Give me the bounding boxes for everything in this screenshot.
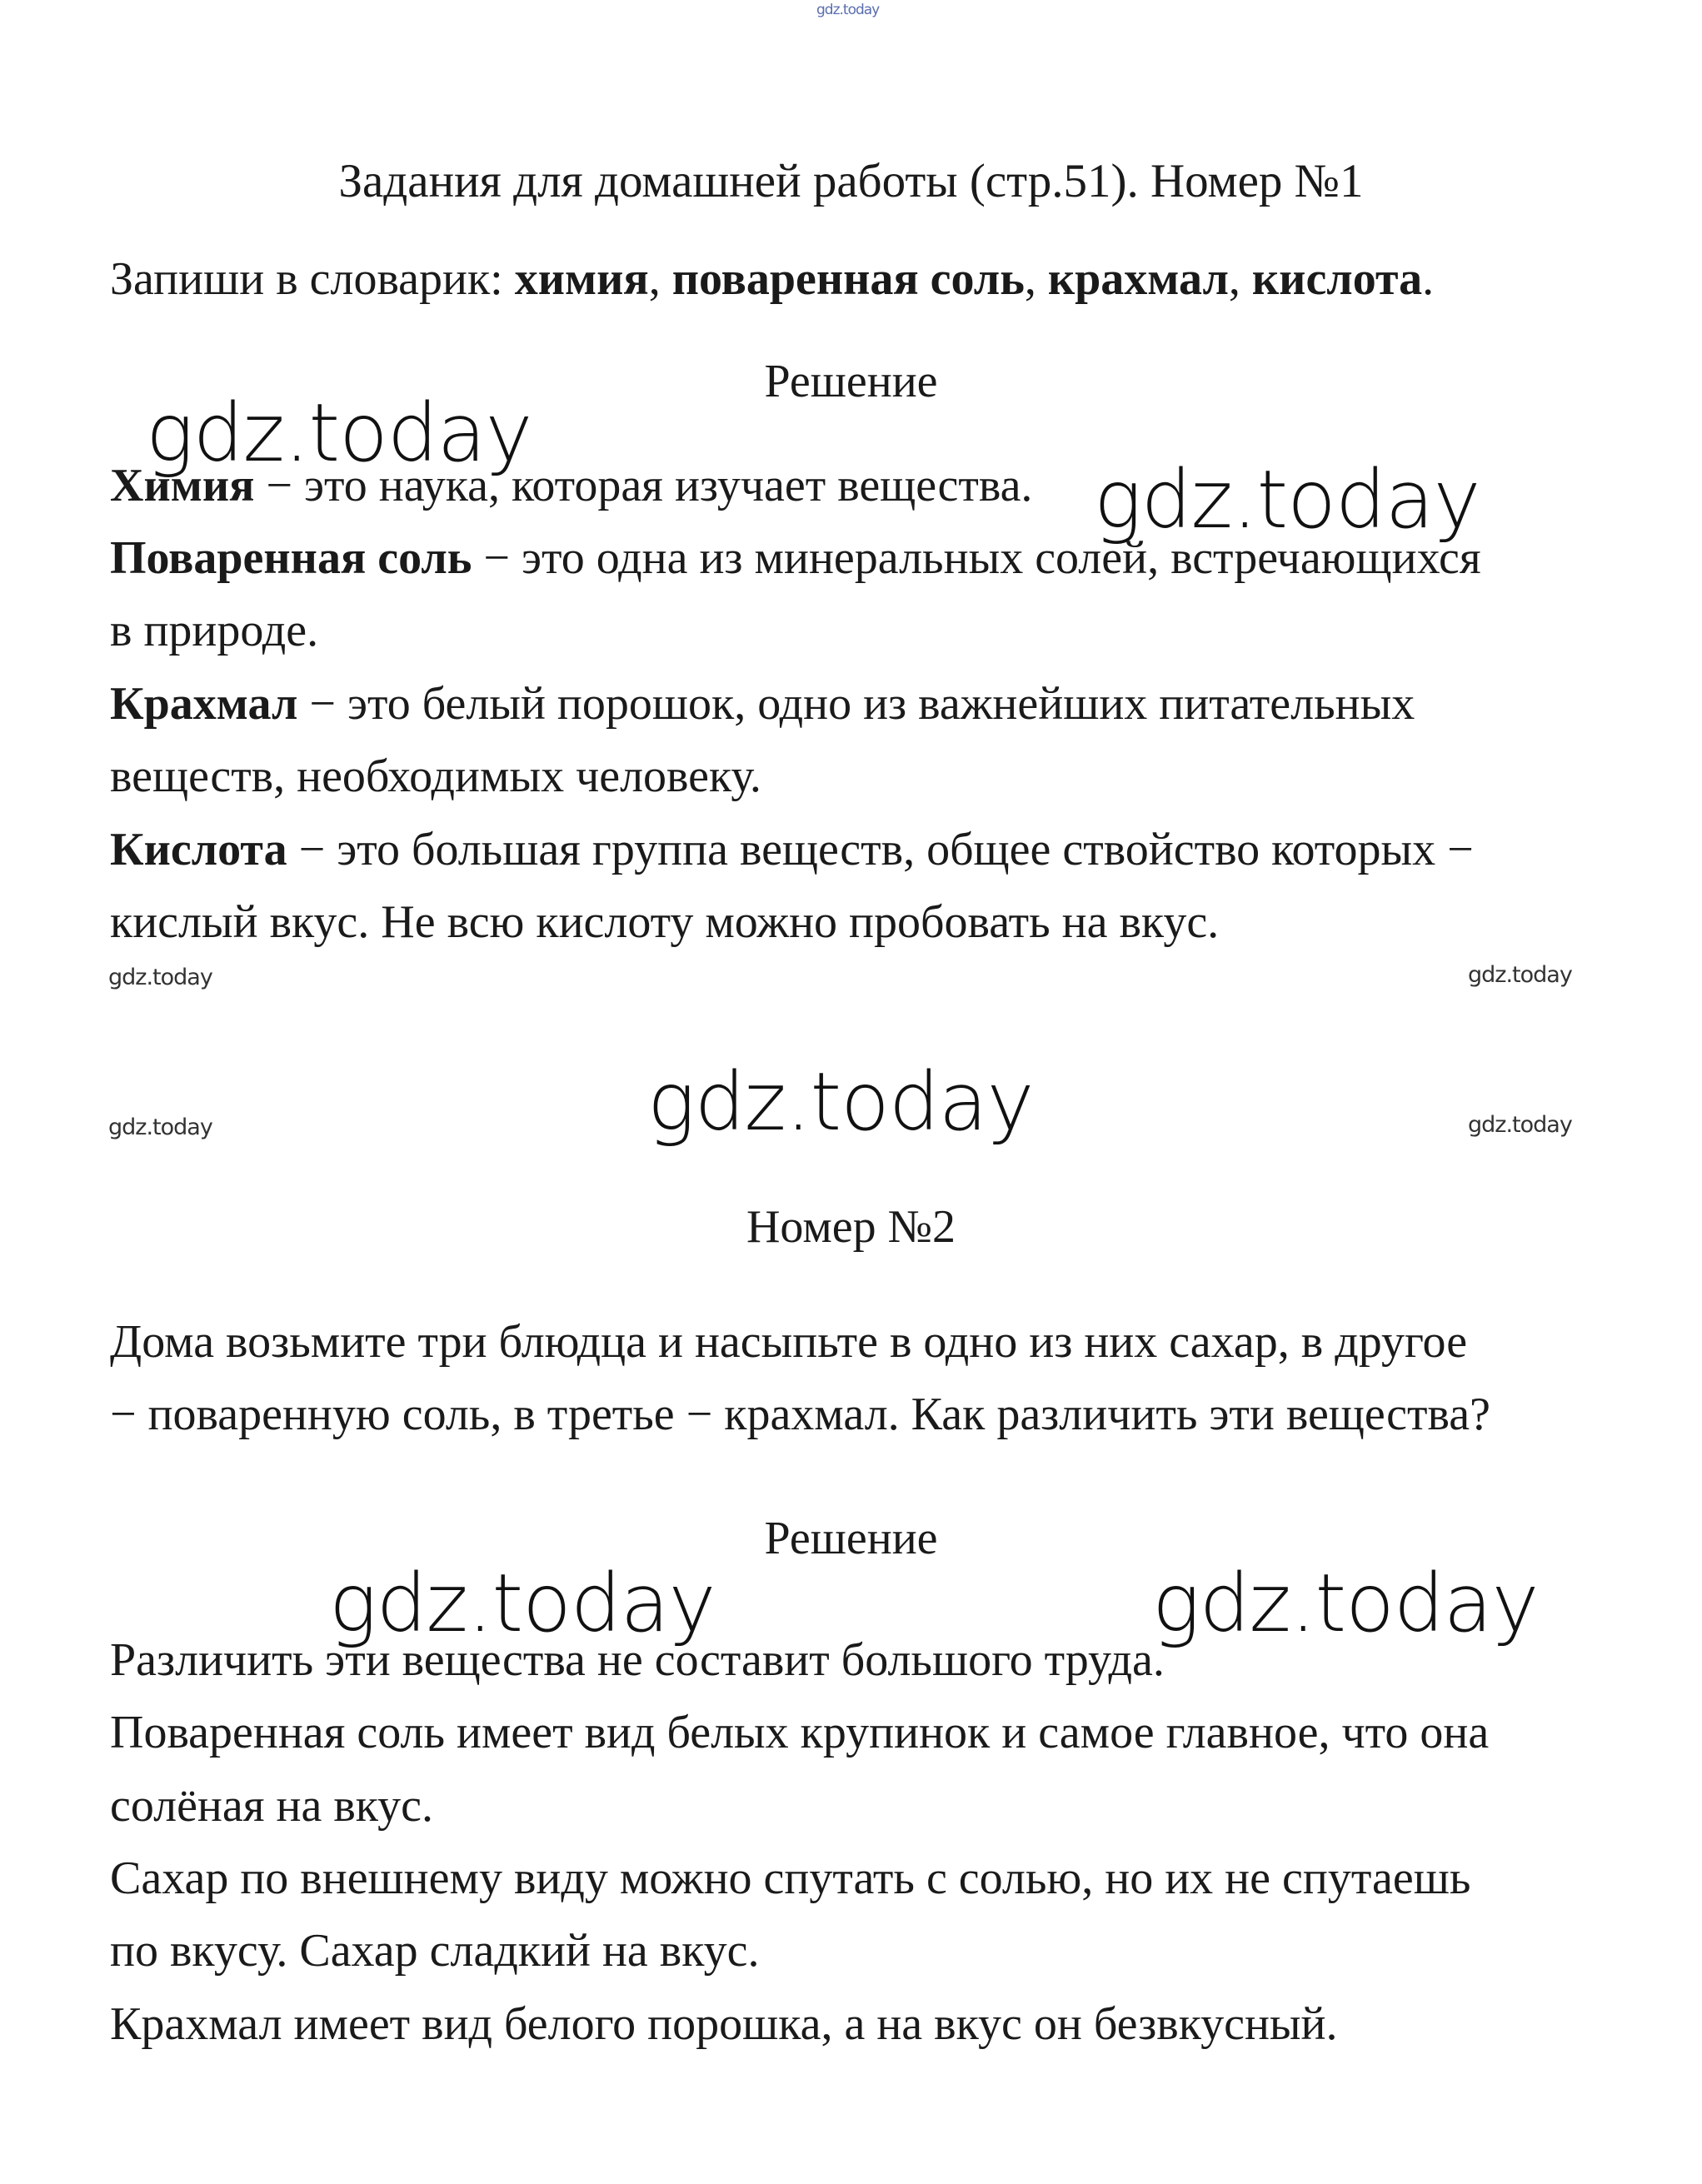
task2-question-line1: Дома возьмите три блюдца и насыпьте в одно из них сахар, в другое: [110, 1316, 1468, 1368]
task2-answer-line: по вкусу. Сахар сладкий на вкус.: [110, 1925, 760, 1977]
watermark-small: gdz.today: [1468, 962, 1572, 988]
task2-heading: Номер №2: [746, 1201, 956, 1253]
definition-term: Крахмал: [110, 678, 298, 730]
watermark-small: gdz.today: [108, 1114, 212, 1140]
definition-text: − это одна из минеральных солей, встречающихся: [472, 532, 1481, 584]
watermark-big: gdz.today: [329, 1557, 716, 1650]
definition-acid-cont: кислый вкус. Не всю кислоту можно пробовать на вкус.: [110, 896, 1220, 948]
watermark-big: gdz.today: [146, 386, 532, 480]
watermark-big: gdz.today: [1152, 1557, 1539, 1650]
task2-answer-line: Поваренная соль имеет вид белых крупинок и самое главное, что она: [110, 1707, 1490, 1758]
definition-salt: [110, 529, 1481, 587]
definition-salt-cont: в природе.: [110, 605, 319, 656]
definition-text: − это белый порошок, одно из важнейших питательных: [297, 678, 1415, 730]
task2-question-line2: − поваренную соль, в третье − крахмал. Как различить эти вещества?: [110, 1389, 1490, 1440]
task2-answer-line: Различить эти вещества не составит большого труда.: [110, 1634, 1165, 1686]
definition-text: − это наука, которая изучает вещества.: [254, 460, 1033, 511]
task1-prompt: [110, 250, 1434, 308]
watermark-big: gdz.today: [1094, 453, 1480, 546]
definition-term: Химия: [110, 460, 255, 511]
definition-term: Поваренная соль: [110, 532, 472, 584]
prompt-prefix: Запиши в словарик:: [110, 253, 515, 305]
task2-solution-label: Решение: [764, 1513, 938, 1564]
definition-starch-cont: веществ, необходимых человеку.: [110, 750, 761, 802]
definition-text: − это большая группа веществ, общее ствойство которых −: [287, 824, 1474, 875]
task2-answer-line: Крахмал имеет вид белого порошка, а на вкус он безвкусный.: [110, 1998, 1338, 2050]
task1-solution-label: Решение: [764, 356, 938, 407]
watermark-big: gdz.today: [647, 1055, 1034, 1149]
definition-starch: [110, 675, 1415, 733]
definition-acid: [110, 820, 1474, 879]
term-chemistry: химия: [514, 253, 649, 305]
watermark-small: gdz.today: [1468, 1112, 1572, 1138]
definition-term: Кислота: [110, 824, 287, 875]
period: .: [1422, 253, 1435, 305]
task2-answer-line: солёная на вкус.: [110, 1780, 434, 1832]
term-salt: поваренная соль: [671, 253, 1025, 305]
definition-chemistry: [110, 456, 1032, 515]
watermark-small: gdz.today: [108, 965, 212, 990]
term-starch: крахмал: [1047, 253, 1229, 305]
separator: ,: [1024, 253, 1048, 305]
watermark-top: gdz.today: [816, 2, 880, 18]
separator: ,: [648, 253, 672, 305]
task2-answer-line: Сахар по внешнему виду можно спутать с солью, но их не спутаешь: [110, 1852, 1471, 1904]
term-acid: кислота: [1251, 253, 1423, 305]
task1-heading: Задания для домашней работы (стр.51). Номер №1: [338, 155, 1364, 207]
separator: ,: [1228, 253, 1252, 305]
